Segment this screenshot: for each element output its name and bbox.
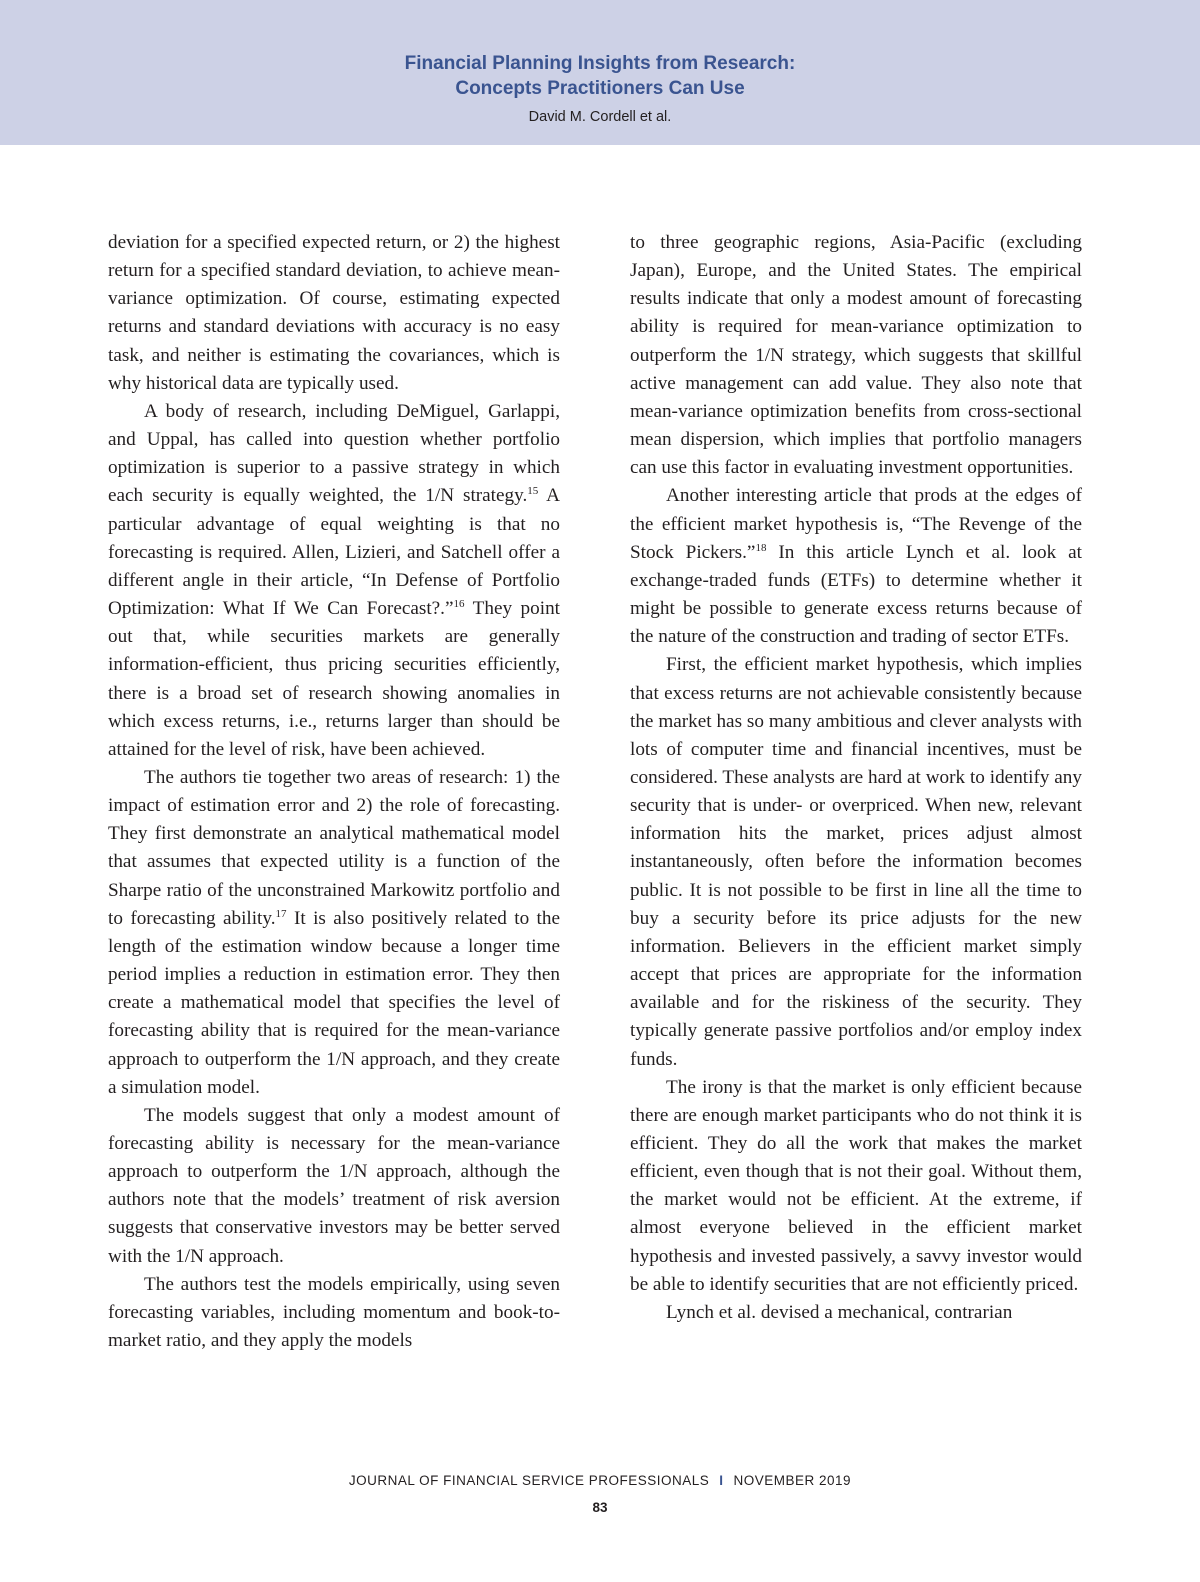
article-author: David M. Cordell et al. <box>528 109 672 125</box>
right-column <box>630 229 1082 1327</box>
paragraph: First, the efficient market hypothesis, which implies that excess returns are not achievable consistently because the market has so many ambitious and clever analysts with lots of computer time and financial incentives, must be considered. These analysts are hard at work to identify any security that is under- or overpriced. When new, relevant information hits the market, prices adjust almost instantaneously, often before the information becomes public. It is not possible to be first in line all the time to buy a security before its price adjusts for the new information. Believers in the efficient market simply accept that prices are appropriate for the information available and for the riskiness of the security. They typically generate passive portfolios and/or employ index funds. <box>630 654 1082 1070</box>
text-run: A body of research, including DeMiguel, Garlappi, and Uppal, has called into question whether portfolio optimization is superior to a passive strategy in which each security is equally weighted, the 1/N strategy. <box>108 400 560 507</box>
header-band <box>0 0 1200 145</box>
text-run: The authors tie together two areas of research: 1) the impact of estimation error and 2) the role of forecasting. They first demonstrate an analytical mathematical model that assumes that expected utility is a function of the Sharpe ratio of the unconstrained Markowitz portfolio and to forecasting ability. <box>108 766 560 929</box>
journal-name: JOURNAL OF FINANCIAL SERVICE PROFESSIONALS <box>348 1473 710 1488</box>
text-run: It is also positively related to the length of the estimation window because a longer time period implies a reduction in estimation error. They then create a mathematical model that specifies the level of forecasting ability that is required for the mean-variance approach to outperform the 1/N approach, and they create a simulation model. <box>108 907 560 1098</box>
left-column <box>108 229 560 1355</box>
paragraph: to three geographic regions, Asia-Pacific (excluding Japan), Europe, and the United States. The empirical results indicate that only a modest amount of forecasting ability is required for mean-variance optimization to outperform the 1/N strategy, which suggests that skillful active management can add value. They also note that mean-variance optimization benefits from cross-sectional mean dispersion, which implies that portfolio managers can use this factor in evaluating investment opportunities. <box>630 232 1082 479</box>
text-run: A particular advantage of equal weighting is that no forecasting is required. Allen, Lizieri, and Satchell offer a different angle in their article, “In Defense of Portfolio Optimization: What If We Can Forecast?.” <box>108 485 560 620</box>
footnote-ref-16: 16 <box>453 598 465 611</box>
footer <box>0 1473 1200 1488</box>
footnote-ref-15: 15 <box>527 485 539 498</box>
footnote-ref-18: 18 <box>755 541 767 554</box>
issue-date: NOVEMBER 2019 <box>733 1473 852 1488</box>
paragraph: The models suggest that only a modest amount of forecasting ability is necessary for the mean-variance approach to outperform the 1/N approach, although the authors note that the models’ treatment of risk aversion suggests that conservative investors may be better served with the 1/N approach. <box>108 1104 560 1267</box>
text-run: In this article Lynch et al. look at exchange-traded funds (ETFs) to determine whether it might be possible to generate excess returns because of the nature of the construction and trading of sector ETFs. <box>630 541 1082 648</box>
text-run: Another interesting article that prods at the edges of the efficient market hypothesis is, “The Revenge of the Stock Pickers.” <box>630 485 1082 563</box>
footnote-ref-17: 17 <box>275 907 287 920</box>
text-run: They point out that, while securities markets are generally information-efficient, thus pricing securities efficiently, there is a broad set of research showing anomalies in which excess returns, i.e., returns larger than should be attained for the level of risk, have been achieved. <box>108 598 560 760</box>
paragraph <box>108 398 560 764</box>
paragraph: The authors test the models empirically, using seven forecasting variables, including momentum and book-to-market ratio, and they apply the models <box>108 1273 560 1352</box>
paragraph: Lynch et al. devised a mechanical, contrarian <box>666 1301 1013 1323</box>
paragraph <box>108 764 560 1102</box>
paragraph: deviation for a specified expected return, or 2) the highest return for a specified standard deviation, to achieve mean-variance optimization. Of course, estimating expected returns and standard deviations with accuracy is no easy task, and neither is estimating the covariances, which is why historical data are typically used. <box>108 232 560 394</box>
page-number: 83 <box>592 1500 608 1515</box>
paragraph: The irony is that the market is only efficient because there are enough market participants who do not think it is efficient. They do all the work that makes the market efficient, even though that is not their goal. Without them, the market would not be efficient. At the extreme, if almost everyone believed in the efficient market hypothesis and invested passively, a savvy investor would be able to identify securities that are not efficiently priced. <box>630 1076 1082 1295</box>
article-title-line-1: Financial Planning Insights from Research: <box>404 53 796 74</box>
footer-separator: I <box>719 1473 724 1488</box>
paragraph <box>630 482 1082 651</box>
article-title-line-2: Concepts Practitioners Can Use <box>455 78 745 99</box>
